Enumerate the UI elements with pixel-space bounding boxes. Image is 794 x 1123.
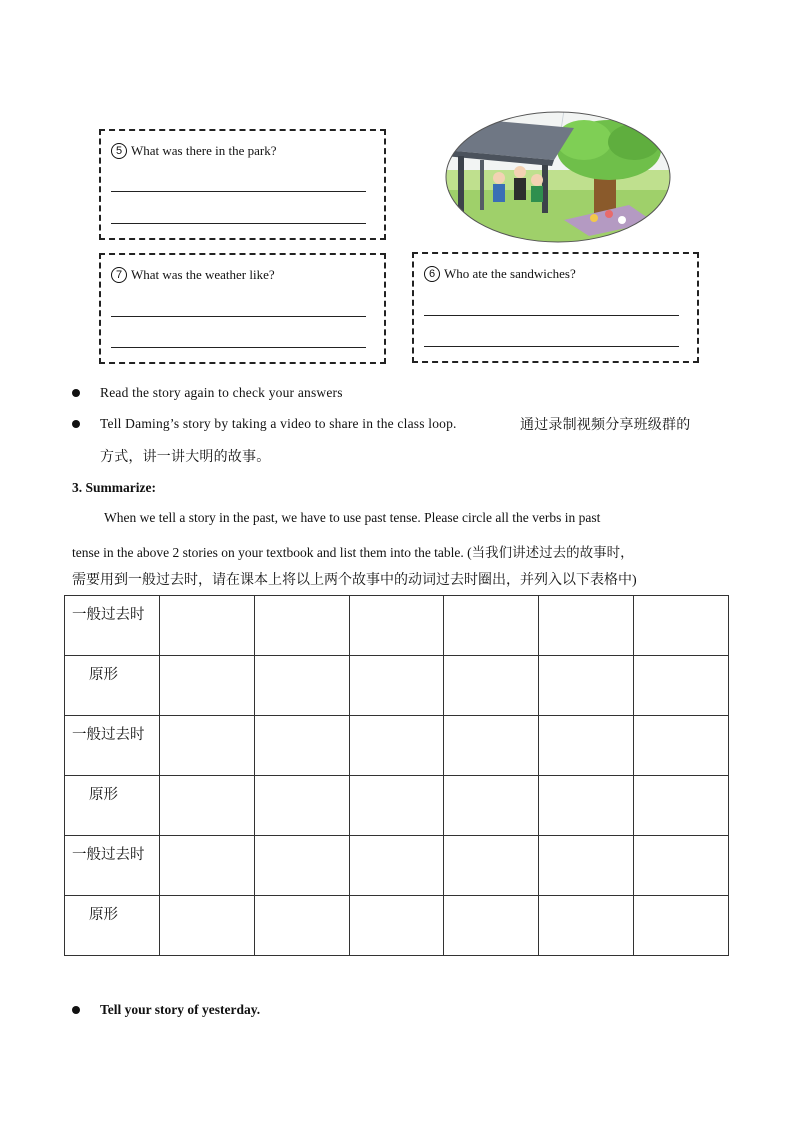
table-cell[interactable] [349, 896, 444, 956]
table-cell[interactable] [160, 656, 255, 716]
bullet-text: Read the story again to check your answers [100, 385, 343, 400]
table-cell[interactable] [539, 896, 634, 956]
table-cell[interactable] [349, 776, 444, 836]
table-cell[interactable] [444, 836, 539, 896]
answer-line[interactable] [424, 346, 679, 347]
table-cell[interactable] [254, 716, 349, 776]
table-cell[interactable] [634, 776, 729, 836]
row-label: 一般过去时 [65, 596, 160, 656]
paragraph-line-3: 需要用到一般过去时，请在课本上将以上两个故事中的动词过去时圈出，并列入以下表格中) [72, 573, 637, 588]
section-heading: 3. Summarize: [72, 480, 156, 495]
table-cell[interactable] [160, 716, 255, 776]
table-row [65, 716, 729, 776]
question-box-7 [99, 253, 386, 364]
paragraph-line-1: When we tell a story in the past, we have to use past tense. Please circle all the verbs in past [104, 510, 601, 525]
question-text: Who ate the sandwiches? [444, 266, 576, 281]
question-number: 6 [424, 266, 440, 282]
question-box-6 [412, 252, 699, 363]
question-title [424, 266, 576, 282]
table-cell[interactable] [160, 596, 255, 656]
question-title [111, 267, 275, 283]
answer-line[interactable] [424, 315, 679, 316]
table-row [65, 656, 729, 716]
question-number: 7 [111, 267, 127, 283]
question-number: 5 [111, 143, 127, 159]
row-label: 原形 [65, 656, 160, 716]
verb-table [64, 595, 729, 956]
table-cell[interactable] [634, 596, 729, 656]
paragraph-line-2: tense in the above 2 stories on your textbook and list them into the table. (当我们讲述过去的故事时， [72, 545, 634, 560]
bullet-icon [72, 1006, 80, 1014]
table-cell[interactable] [444, 716, 539, 776]
table-cell[interactable] [254, 896, 349, 956]
table-cell[interactable] [634, 896, 729, 956]
table-cell[interactable] [539, 716, 634, 776]
table-row [65, 836, 729, 896]
table-cell[interactable] [444, 776, 539, 836]
table-cell[interactable] [539, 836, 634, 896]
question-box-5 [99, 129, 386, 240]
table-row [65, 596, 729, 656]
question-title [111, 143, 276, 159]
table-cell[interactable] [160, 836, 255, 896]
table-cell[interactable] [444, 656, 539, 716]
row-label: 原形 [65, 896, 160, 956]
table-cell[interactable] [349, 836, 444, 896]
table-cell[interactable] [254, 776, 349, 836]
row-label: 一般过去时 [65, 836, 160, 896]
table-cell[interactable] [254, 596, 349, 656]
bullet-icon [72, 420, 80, 428]
table-cell[interactable] [634, 836, 729, 896]
table-cell[interactable] [349, 656, 444, 716]
answer-line[interactable] [111, 347, 366, 348]
question-text: What was the weather like? [131, 267, 275, 282]
table-cell[interactable] [160, 776, 255, 836]
table-cell[interactable] [539, 596, 634, 656]
table-cell[interactable] [254, 656, 349, 716]
table-cell[interactable] [539, 776, 634, 836]
row-label: 一般过去时 [65, 716, 160, 776]
answer-line[interactable] [111, 191, 366, 192]
table-cell[interactable] [349, 716, 444, 776]
table-cell[interactable] [254, 836, 349, 896]
table-cell[interactable] [634, 656, 729, 716]
question-text: What was there in the park? [131, 143, 277, 158]
park-shelter-illustration [444, 110, 672, 244]
bullet-text-chinese-continued: 方式，讲一讲大明的故事。 [100, 449, 271, 465]
table-cell[interactable] [634, 716, 729, 776]
table-cell[interactable] [539, 656, 634, 716]
answer-line[interactable] [111, 223, 366, 224]
table-cell[interactable] [444, 896, 539, 956]
bullet-text-chinese: 通过录制视频分享班级群的 [520, 417, 691, 433]
table-row [65, 776, 729, 836]
table-cell[interactable] [160, 896, 255, 956]
bullet-text: Tell Daming’s story by taking a video to share in the class loop. [100, 416, 457, 431]
table-cell[interactable] [444, 596, 539, 656]
table-cell[interactable] [349, 596, 444, 656]
final-task-text: Tell your story of yesterday. [100, 1002, 261, 1017]
table-row [65, 896, 729, 956]
bullet-icon [72, 389, 80, 397]
answer-line[interactable] [111, 316, 366, 317]
row-label: 原形 [65, 776, 160, 836]
